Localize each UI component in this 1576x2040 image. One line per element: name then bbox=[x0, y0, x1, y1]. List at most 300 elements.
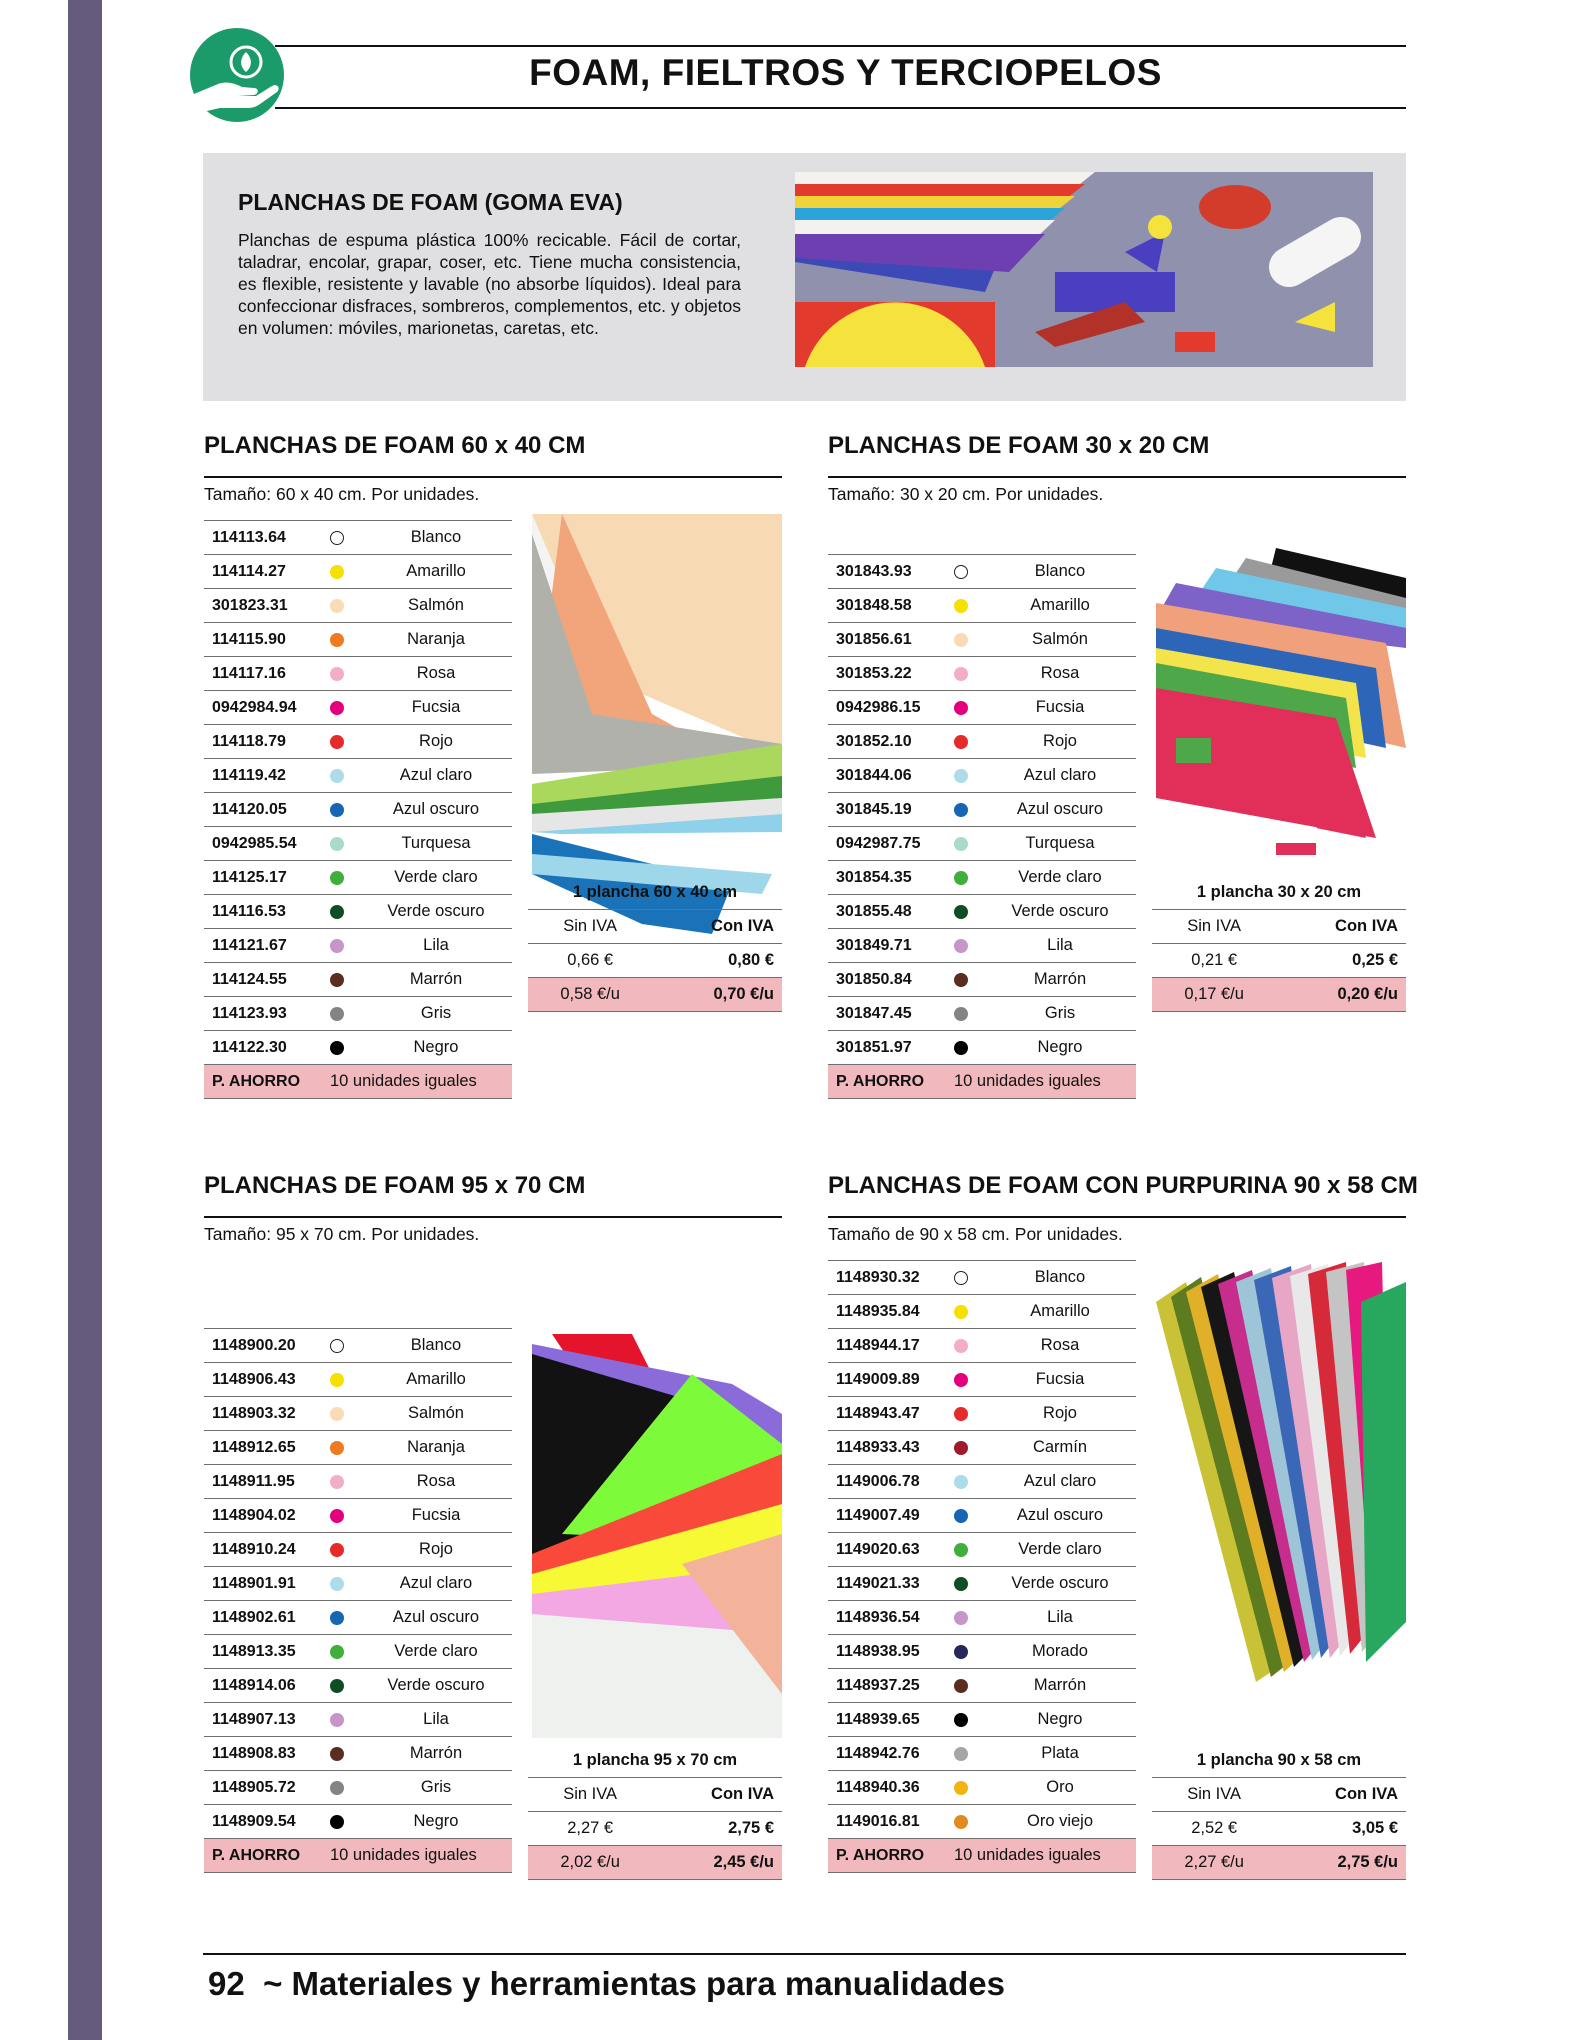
product-code: 301851.97 bbox=[828, 1031, 954, 1065]
ahorro-sin-iva: 0,58 €/u bbox=[528, 978, 652, 1012]
leaf-hand-icon bbox=[190, 28, 284, 122]
product-code: 114119.42 bbox=[204, 759, 330, 793]
ahorro-units: 10 unidades iguales bbox=[954, 1839, 1136, 1873]
color-swatch-icon bbox=[330, 1747, 344, 1761]
color-name: Rojo bbox=[360, 1533, 512, 1567]
product-code: 1149007.49 bbox=[828, 1499, 954, 1533]
color-name: Negro bbox=[984, 1703, 1136, 1737]
color-name: Verde oscuro bbox=[360, 1669, 512, 1703]
price-unit-row bbox=[528, 1812, 782, 1846]
page-title: FOAM, FIELTROS Y TERCIOPELOS bbox=[529, 52, 1162, 93]
color-swatch-icon bbox=[954, 1543, 968, 1557]
color-name: Rosa bbox=[984, 1329, 1136, 1363]
color-name: Blanco bbox=[984, 1261, 1136, 1295]
color-name: Azul claro bbox=[360, 759, 512, 793]
section-subtitle: Tamaño de 90 x 58 cm. Por unidades. bbox=[828, 1224, 1123, 1244]
price-con-iva: 3,05 € bbox=[1276, 1812, 1406, 1846]
product-row bbox=[204, 759, 512, 793]
product-row bbox=[828, 1295, 1136, 1329]
product-row bbox=[204, 521, 512, 555]
product-code: 1148935.84 bbox=[828, 1295, 954, 1329]
product-code: 1148901.91 bbox=[204, 1567, 330, 1601]
color-swatch-icon bbox=[954, 1441, 968, 1455]
color-swatch-icon bbox=[330, 1407, 344, 1421]
color-name: Salmón bbox=[360, 589, 512, 623]
price-table bbox=[1152, 876, 1406, 1012]
con-iva-label: Con IVA bbox=[652, 1778, 782, 1812]
color-name: Rosa bbox=[360, 1465, 512, 1499]
section-rule bbox=[828, 1216, 1406, 1218]
product-code: 114121.67 bbox=[204, 929, 330, 963]
color-name: Turquesa bbox=[984, 827, 1136, 861]
color-swatch-icon bbox=[954, 871, 968, 885]
price-title-row bbox=[528, 876, 782, 910]
price-unit-row bbox=[528, 944, 782, 978]
ahorro-con-iva: 2,75 €/u bbox=[1276, 1846, 1406, 1880]
price-sin-iva: 0,66 € bbox=[528, 944, 652, 978]
product-row bbox=[828, 895, 1136, 929]
color-name: Lila bbox=[984, 929, 1136, 963]
color-swatch-icon bbox=[330, 973, 344, 987]
product-row bbox=[204, 691, 512, 725]
color-list bbox=[828, 1260, 1136, 1873]
foam-30x20-photo bbox=[1156, 548, 1406, 874]
color-swatch-icon bbox=[330, 803, 344, 817]
color-name: Amarillo bbox=[984, 589, 1136, 623]
con-iva-label: Con IVA bbox=[1276, 1778, 1406, 1812]
product-row bbox=[828, 657, 1136, 691]
product-row bbox=[828, 759, 1136, 793]
header-rule-top bbox=[275, 45, 1406, 47]
product-row bbox=[828, 1363, 1136, 1397]
color-name: Azul oscuro bbox=[984, 793, 1136, 827]
color-name: Fucsia bbox=[984, 1363, 1136, 1397]
price-header-row bbox=[1152, 1778, 1406, 1812]
product-code: 1148940.36 bbox=[828, 1771, 954, 1805]
product-row bbox=[828, 1465, 1136, 1499]
color-name: Fucsia bbox=[984, 691, 1136, 725]
color-swatch-icon bbox=[330, 565, 344, 579]
con-iva-label: Con IVA bbox=[652, 910, 782, 944]
section-title: PLANCHAS DE FOAM 95 x 70 CM bbox=[204, 1172, 586, 1199]
color-name: Verde oscuro bbox=[984, 895, 1136, 929]
color-swatch-icon bbox=[330, 1645, 344, 1659]
color-name: Azul oscuro bbox=[360, 793, 512, 827]
foam-purpurina-photo bbox=[1156, 1262, 1406, 1698]
product-row bbox=[828, 1805, 1136, 1839]
color-name: Naranja bbox=[360, 623, 512, 657]
ahorro-row bbox=[204, 1839, 512, 1873]
color-swatch-icon bbox=[954, 769, 968, 783]
price-title-row bbox=[1152, 876, 1406, 910]
product-code: 114118.79 bbox=[204, 725, 330, 759]
ahorro-sin-iva: 2,02 €/u bbox=[528, 1846, 652, 1880]
color-name: Lila bbox=[360, 929, 512, 963]
price-con-iva: 0,80 € bbox=[652, 944, 782, 978]
product-code: 301855.48 bbox=[828, 895, 954, 929]
product-code: 1148902.61 bbox=[204, 1601, 330, 1635]
foam-sheets-photo bbox=[795, 172, 1373, 367]
product-code: 301823.31 bbox=[204, 589, 330, 623]
color-swatch-icon bbox=[330, 701, 344, 715]
product-row bbox=[204, 589, 512, 623]
product-code: 301849.71 bbox=[828, 929, 954, 963]
product-row bbox=[204, 1499, 512, 1533]
product-row bbox=[204, 1805, 512, 1839]
color-swatch-icon bbox=[330, 1041, 344, 1055]
product-code: 114116.53 bbox=[204, 895, 330, 929]
color-swatch-icon bbox=[954, 1339, 968, 1353]
price-ahorro-row bbox=[1152, 978, 1406, 1012]
section-subtitle: Tamaño: 60 x 40 cm. Por unidades. bbox=[204, 484, 480, 504]
color-swatch-icon bbox=[330, 1815, 344, 1829]
product-code: 1148943.47 bbox=[828, 1397, 954, 1431]
color-name: Negro bbox=[984, 1031, 1136, 1065]
product-row bbox=[828, 793, 1136, 827]
product-row bbox=[828, 1261, 1136, 1295]
section-title: PLANCHAS DE FOAM 60 x 40 CM bbox=[204, 432, 586, 459]
color-swatch-icon bbox=[954, 701, 968, 715]
ahorro-row bbox=[204, 1065, 512, 1099]
color-name: Marrón bbox=[984, 963, 1136, 997]
color-name: Naranja bbox=[360, 1431, 512, 1465]
price-sin-iva: 0,21 € bbox=[1152, 944, 1276, 978]
product-code: 301844.06 bbox=[828, 759, 954, 793]
product-row bbox=[828, 997, 1136, 1031]
product-row bbox=[828, 1431, 1136, 1465]
product-row bbox=[828, 929, 1136, 963]
color-swatch-icon bbox=[330, 1781, 344, 1795]
price-table bbox=[528, 876, 782, 1012]
price-header-row bbox=[1152, 910, 1406, 944]
product-row bbox=[204, 895, 512, 929]
color-name: Rojo bbox=[984, 725, 1136, 759]
ahorro-units: 10 unidades iguales bbox=[330, 1839, 512, 1873]
product-row bbox=[828, 1533, 1136, 1567]
product-code: 1148908.83 bbox=[204, 1737, 330, 1771]
color-name: Plata bbox=[984, 1737, 1136, 1771]
product-code: 301847.45 bbox=[828, 997, 954, 1031]
color-swatch-icon bbox=[330, 599, 344, 613]
price-con-iva: 2,75 € bbox=[652, 1812, 782, 1846]
ahorro-label: P. AHORRO bbox=[204, 1839, 330, 1873]
color-name: Morado bbox=[984, 1635, 1136, 1669]
color-name: Lila bbox=[360, 1703, 512, 1737]
color-name: Verde claro bbox=[984, 861, 1136, 895]
color-swatch-icon bbox=[954, 1373, 968, 1387]
color-swatch-icon bbox=[954, 735, 968, 749]
color-name: Lila bbox=[984, 1601, 1136, 1635]
product-row bbox=[204, 1031, 512, 1065]
color-swatch-icon bbox=[330, 871, 344, 885]
ahorro-units: 10 unidades iguales bbox=[330, 1065, 512, 1099]
product-code: 114115.90 bbox=[204, 623, 330, 657]
product-code: 1148910.24 bbox=[204, 1533, 330, 1567]
product-row bbox=[204, 861, 512, 895]
ahorro-units: 10 unidades iguales bbox=[954, 1065, 1136, 1099]
color-swatch-icon bbox=[330, 939, 344, 953]
price-title: 1 plancha 90 x 58 cm bbox=[1196, 1751, 1362, 1769]
ahorro-con-iva: 2,45 €/u bbox=[652, 1846, 782, 1880]
section-foam-30x20 bbox=[828, 432, 1406, 1112]
product-row bbox=[204, 1771, 512, 1805]
ahorro-label: P. AHORRO bbox=[204, 1065, 330, 1099]
color-name: Negro bbox=[360, 1805, 512, 1839]
product-row bbox=[828, 861, 1136, 895]
sidebar-band bbox=[68, 0, 102, 2040]
color-list bbox=[828, 554, 1136, 1099]
product-row bbox=[204, 1329, 512, 1363]
color-name: Marrón bbox=[360, 1737, 512, 1771]
color-name: Blanco bbox=[360, 521, 512, 555]
product-code: 0942986.15 bbox=[828, 691, 954, 725]
color-swatch-icon bbox=[954, 1645, 968, 1659]
product-code: 114122.30 bbox=[204, 1031, 330, 1065]
sin-iva-label: Sin IVA bbox=[1152, 910, 1276, 944]
product-code: 1148906.43 bbox=[204, 1363, 330, 1397]
color-name: Rosa bbox=[360, 657, 512, 691]
header-rule-bottom bbox=[275, 107, 1406, 109]
color-swatch-icon bbox=[330, 1577, 344, 1591]
color-swatch-icon bbox=[954, 633, 968, 647]
color-swatch-icon bbox=[954, 939, 968, 953]
product-code: 1149021.33 bbox=[828, 1567, 954, 1601]
color-name: Gris bbox=[360, 1771, 512, 1805]
color-name: Oro bbox=[984, 1771, 1136, 1805]
color-swatch-icon bbox=[954, 1713, 968, 1727]
color-name: Carmín bbox=[984, 1431, 1136, 1465]
product-row bbox=[204, 1703, 512, 1737]
color-swatch-icon bbox=[954, 1475, 968, 1489]
product-row bbox=[828, 963, 1136, 997]
product-row bbox=[828, 589, 1136, 623]
color-swatch-icon bbox=[954, 1407, 968, 1421]
price-sin-iva: 2,27 € bbox=[528, 1812, 652, 1846]
intro-box bbox=[203, 153, 1406, 401]
product-code: 1149020.63 bbox=[828, 1533, 954, 1567]
product-row bbox=[828, 725, 1136, 759]
sin-iva-label: Sin IVA bbox=[1152, 1778, 1276, 1812]
product-code: 114114.27 bbox=[204, 555, 330, 589]
sin-iva-label: Sin IVA bbox=[528, 910, 652, 944]
color-name: Azul claro bbox=[360, 1567, 512, 1601]
product-code: 1148909.54 bbox=[204, 1805, 330, 1839]
color-swatch-icon bbox=[954, 565, 968, 579]
product-code: 1148938.95 bbox=[828, 1635, 954, 1669]
color-swatch-icon bbox=[954, 1509, 968, 1523]
color-name: Oro viejo bbox=[984, 1805, 1136, 1839]
color-swatch-icon bbox=[330, 1475, 344, 1489]
product-row bbox=[828, 1703, 1136, 1737]
price-title-row bbox=[1152, 1744, 1406, 1778]
product-code: 0942984.94 bbox=[204, 691, 330, 725]
product-row bbox=[828, 1737, 1136, 1771]
product-row bbox=[828, 1397, 1136, 1431]
product-code: 1148905.72 bbox=[204, 1771, 330, 1805]
color-name: Negro bbox=[360, 1031, 512, 1065]
price-con-iva: 0,25 € bbox=[1276, 944, 1406, 978]
color-swatch-icon bbox=[954, 1815, 968, 1829]
intro-title: PLANCHAS DE FOAM (GOMA EVA) bbox=[238, 189, 623, 215]
product-code: 114120.05 bbox=[204, 793, 330, 827]
color-name: Verde claro bbox=[360, 1635, 512, 1669]
con-iva-label: Con IVA bbox=[1276, 910, 1406, 944]
color-name: Verde claro bbox=[360, 861, 512, 895]
ahorro-con-iva: 0,70 €/u bbox=[652, 978, 782, 1012]
price-title-row bbox=[528, 1744, 782, 1778]
product-row bbox=[204, 1431, 512, 1465]
section-rule bbox=[828, 476, 1406, 478]
color-name: Verde claro bbox=[984, 1533, 1136, 1567]
color-name: Rojo bbox=[984, 1397, 1136, 1431]
color-name: Rojo bbox=[360, 725, 512, 759]
product-row bbox=[828, 1031, 1136, 1065]
product-row bbox=[204, 997, 512, 1031]
product-row bbox=[204, 1601, 512, 1635]
product-row bbox=[828, 827, 1136, 861]
product-row bbox=[204, 1363, 512, 1397]
color-name: Amarillo bbox=[984, 1295, 1136, 1329]
product-code: 1148937.25 bbox=[828, 1669, 954, 1703]
ahorro-label: P. AHORRO bbox=[828, 1065, 954, 1099]
price-title: 1 plancha 30 x 20 cm bbox=[1196, 883, 1362, 901]
color-name: Gris bbox=[360, 997, 512, 1031]
product-row bbox=[204, 929, 512, 963]
product-row bbox=[204, 963, 512, 997]
color-swatch-icon bbox=[330, 1713, 344, 1727]
product-code: 301850.84 bbox=[828, 963, 954, 997]
color-name: Blanco bbox=[984, 555, 1136, 589]
color-swatch-icon bbox=[330, 837, 344, 851]
color-name: Azul oscuro bbox=[984, 1499, 1136, 1533]
color-name: Marrón bbox=[984, 1669, 1136, 1703]
product-code: 1148914.06 bbox=[204, 1669, 330, 1703]
product-row bbox=[828, 1567, 1136, 1601]
product-code: 1148939.65 bbox=[828, 1703, 954, 1737]
color-list bbox=[204, 1328, 512, 1873]
product-code: 301852.10 bbox=[828, 725, 954, 759]
color-swatch-icon bbox=[330, 735, 344, 749]
section-subtitle: Tamaño: 30 x 20 cm. Por unidades. bbox=[828, 484, 1104, 504]
product-code: 1148942.76 bbox=[828, 1737, 954, 1771]
product-code: 301843.93 bbox=[828, 555, 954, 589]
color-name: Fucsia bbox=[360, 691, 512, 725]
color-swatch-icon bbox=[330, 1373, 344, 1387]
ahorro-con-iva: 0,20 €/u bbox=[1276, 978, 1406, 1012]
product-row bbox=[204, 793, 512, 827]
color-swatch-icon bbox=[330, 769, 344, 783]
product-row bbox=[204, 657, 512, 691]
ahorro-row bbox=[828, 1839, 1136, 1873]
color-swatch-icon bbox=[954, 1781, 968, 1795]
color-swatch-icon bbox=[330, 1611, 344, 1625]
product-row bbox=[828, 1635, 1136, 1669]
price-ahorro-row bbox=[1152, 1846, 1406, 1880]
product-code: 1149009.89 bbox=[828, 1363, 954, 1397]
product-code: 114125.17 bbox=[204, 861, 330, 895]
footer-text: ~ Materiales y herramientas para manualidades bbox=[263, 1965, 1005, 2002]
product-code: 1148903.32 bbox=[204, 1397, 330, 1431]
color-swatch-icon bbox=[330, 1679, 344, 1693]
product-code: 0942985.54 bbox=[204, 827, 330, 861]
color-name: Salmón bbox=[984, 623, 1136, 657]
color-swatch-icon bbox=[954, 1577, 968, 1591]
color-swatch-icon bbox=[954, 1679, 968, 1693]
product-row bbox=[828, 1601, 1136, 1635]
section-foam-purpurina-90x58 bbox=[828, 1172, 1418, 1892]
color-name: Fucsia bbox=[360, 1499, 512, 1533]
section-rule bbox=[204, 476, 782, 478]
product-code: 1148904.02 bbox=[204, 1499, 330, 1533]
product-code: 301856.61 bbox=[828, 623, 954, 657]
color-name: Marrón bbox=[360, 963, 512, 997]
color-swatch-icon bbox=[954, 837, 968, 851]
section-rule bbox=[204, 1216, 782, 1218]
product-code: 1148907.13 bbox=[204, 1703, 330, 1737]
section-foam-95x70 bbox=[204, 1172, 782, 1892]
section-subtitle: Tamaño: 95 x 70 cm. Por unidades. bbox=[204, 1224, 480, 1244]
product-code: 1148936.54 bbox=[828, 1601, 954, 1635]
price-table bbox=[528, 1744, 782, 1880]
product-code: 1149006.78 bbox=[828, 1465, 954, 1499]
section-title: PLANCHAS DE FOAM 30 x 20 CM bbox=[828, 432, 1210, 459]
product-row bbox=[204, 555, 512, 589]
color-swatch-icon bbox=[954, 973, 968, 987]
product-code: 1148933.43 bbox=[828, 1431, 954, 1465]
product-row bbox=[828, 691, 1136, 725]
color-name: Gris bbox=[984, 997, 1136, 1031]
color-name: Amarillo bbox=[360, 555, 512, 589]
product-code: 301845.19 bbox=[828, 793, 954, 827]
footer bbox=[208, 1965, 1005, 2003]
price-sin-iva: 2,52 € bbox=[1152, 1812, 1276, 1846]
color-name: Salmón bbox=[360, 1397, 512, 1431]
color-name: Azul oscuro bbox=[360, 1601, 512, 1635]
product-code: 301848.58 bbox=[828, 589, 954, 623]
product-row bbox=[204, 725, 512, 759]
color-name: Azul claro bbox=[984, 1465, 1136, 1499]
product-code: 301854.35 bbox=[828, 861, 954, 895]
product-code: 114113.64 bbox=[204, 521, 330, 555]
color-swatch-icon bbox=[330, 1007, 344, 1021]
price-unit-row bbox=[1152, 944, 1406, 978]
color-swatch-icon bbox=[954, 1007, 968, 1021]
ahorro-sin-iva: 0,17 €/u bbox=[1152, 978, 1276, 1012]
ahorro-row bbox=[828, 1065, 1136, 1099]
color-name: Verde oscuro bbox=[360, 895, 512, 929]
foam-95x70-photo bbox=[532, 1334, 782, 1738]
product-row bbox=[204, 1397, 512, 1431]
product-code: 114117.16 bbox=[204, 657, 330, 691]
product-row bbox=[828, 1499, 1136, 1533]
color-name: Verde oscuro bbox=[984, 1567, 1136, 1601]
product-row bbox=[204, 623, 512, 657]
product-code: 1148900.20 bbox=[204, 1329, 330, 1363]
product-row bbox=[828, 555, 1136, 589]
color-swatch-icon bbox=[954, 803, 968, 817]
color-list bbox=[204, 520, 512, 1099]
product-row bbox=[204, 1737, 512, 1771]
color-swatch-icon bbox=[954, 599, 968, 613]
product-row bbox=[828, 1669, 1136, 1703]
product-row bbox=[204, 1533, 512, 1567]
color-swatch-icon bbox=[954, 1271, 968, 1285]
product-row bbox=[204, 1669, 512, 1703]
price-table bbox=[1152, 1744, 1406, 1880]
product-row bbox=[204, 1635, 512, 1669]
footer-rule bbox=[203, 1953, 1406, 1955]
color-swatch-icon bbox=[954, 667, 968, 681]
